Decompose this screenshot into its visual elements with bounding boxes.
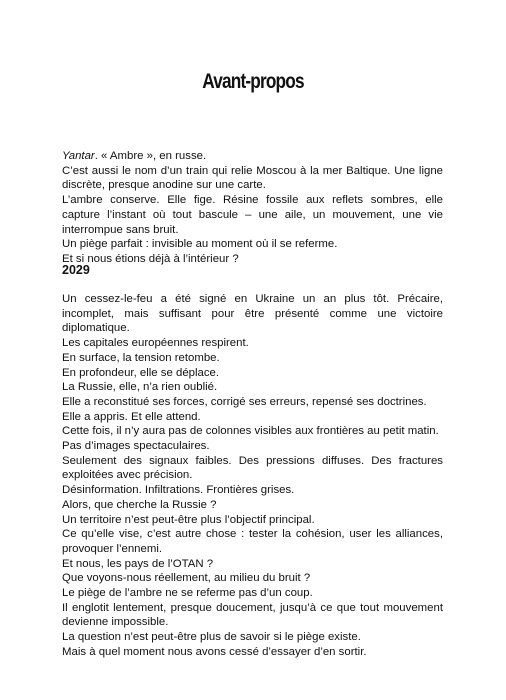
section-paragraph: Il englotit lentement, presque doucement, jusqu’à ce que tout mouvement devienne impossible. (62, 601, 443, 629)
intro-line: Un piège parfait : invisible au moment où il se referme. (62, 238, 338, 251)
intro-line: L’ambre conserve. Elle fige. Résine fossile aux reflets sombres, elle capture l’instant où tout bascule – une aile, un mouvement, une vie interrompue sans bruit. (62, 194, 443, 236)
page-title: Avant-propos (202, 70, 304, 93)
section-paragraph: La Russie, elle, n’a rien oublié. (62, 381, 218, 394)
intro-block (62, 149, 443, 267)
intro-italic-word: Yantar (62, 150, 95, 162)
section-paragraph: La question n’est peut-être plus de savoir si le piège existe. (62, 631, 361, 644)
section-paragraph: Ce qu’elle vise, c’est autre chose : tester la cohésion, user les alliances, provoquer l’ennemi. (62, 528, 443, 555)
section-paragraph: Alors, que cherche la Russie ? (62, 498, 217, 511)
intro-line: C’est aussi le nom d’un train qui relie Moscou à la mer Baltique. Une ligne discrète, presque anodine sur une carte. (62, 164, 443, 192)
section-paragraph: Désinformation. Infiltrations. Frontières grises. (62, 484, 295, 497)
section-paragraph: En profondeur, elle se déplace. (62, 366, 220, 379)
section-paragraph: Un cessez-le-feu a été signé en Ukraine un an plus tôt. Précaire, incomplet, mais suffisant pour être présenté comme une victoire diplomatique. (62, 293, 443, 335)
section-paragraph: Seulement des signaux faibles. Des pressions diffuses. Des fractures exploitées avec précision. (62, 454, 443, 482)
intro-line (62, 149, 443, 164)
section-body (62, 292, 443, 660)
section-paragraph: Les capitales européennes respirent. (62, 337, 249, 350)
section-paragraph: Elle a reconstitué ses forces, corrigé ses erreurs, repensé ses doctrines. (62, 395, 427, 408)
section-paragraph: Mais à quel moment nous avons cessé d’essayer d’en sortir. (62, 645, 367, 658)
section-heading: 2029 (62, 263, 90, 277)
intro-line: Et si nous étions déjà à l’intérieur ? (62, 252, 239, 265)
section-paragraph: Un territoire n’est peut-être plus l’objectif principal. (62, 513, 315, 526)
section-paragraph: Et nous, les pays de l’OTAN ? (62, 557, 214, 570)
section-paragraph: Pas d’images spectaculaires. (62, 440, 210, 453)
section-paragraph: Cette fois, il n’y aura pas de colonnes visibles aux frontières au petit matin. (62, 425, 439, 438)
section-paragraph: Le piège de l’ambre ne se referme pas d’un coup. (62, 587, 313, 600)
section-paragraph: Elle a appris. Et elle attend. (62, 410, 201, 423)
section-paragraph: Que voyons-nous réellement, au milieu du bruit ? (62, 572, 311, 585)
intro-first-line-rest: . « Ambre », en russe. (94, 150, 207, 162)
section-paragraph: En surface, la tension retombe. (62, 351, 220, 364)
